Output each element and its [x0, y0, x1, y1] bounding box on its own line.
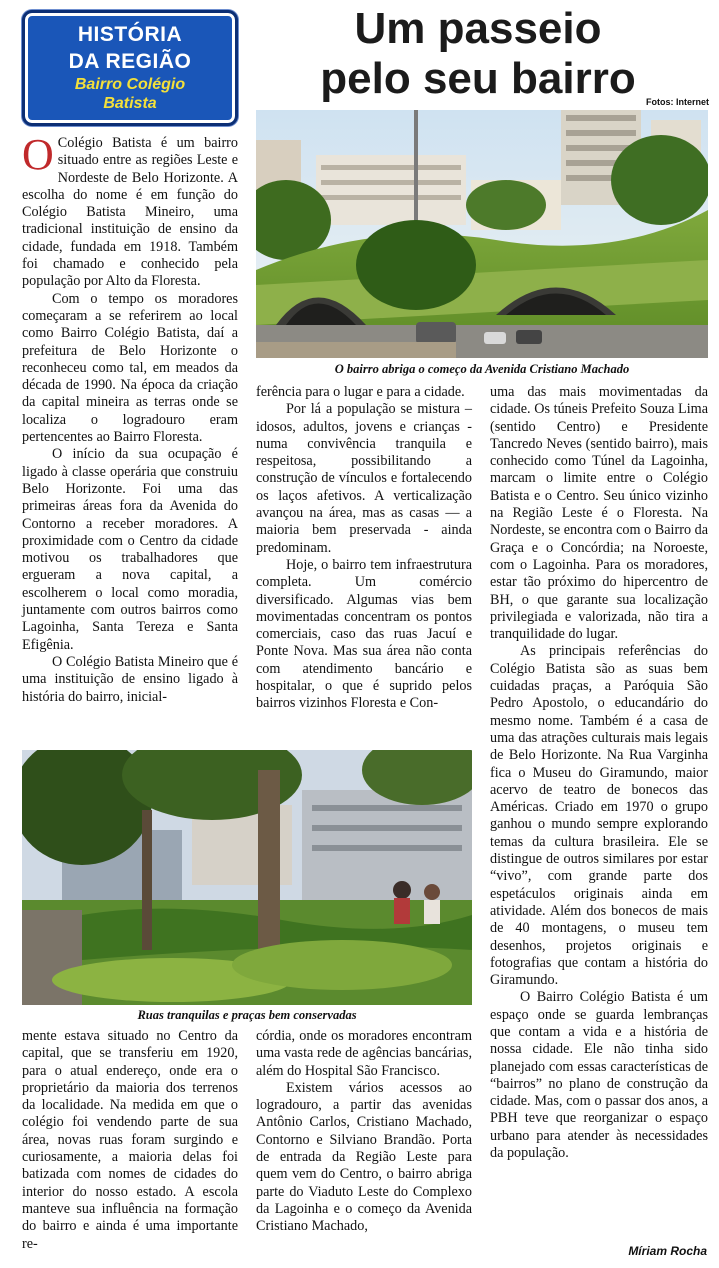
article-paragraph: Existem vários acessos ao logradouro, a partir das avenidas Antônio Carlos, Cristiano Machado, Contorno e Silviano Brandão. Porta de entrada da Região Leste para quem vem do Centro, o bairro abriga parte do Viaduto Leste do Complexo da Lagoinha e o começo da Avenida Cristiano Machado, — [256, 1079, 472, 1235]
article-column-2-bottom — [256, 1028, 472, 1236]
article-paragraph: uma das mais movimentadas da cidade. Os túneis Prefeito Souza Lima (sentido Centro) e Presidente Tancredo Neves (sentido bairro), mais conhecido como Túnel da Lagoinha, marcam o limite entre o Colégio Batista e o Centro. Seu único vizinho na Região Leste é o Floresta. Na Nordeste, se encontra com o Bairro da Graça e o Concórdia; na Noroeste, com o Lagoinha. Para os moradores, estar tão próximo do hipercentro de BH, o que garante sua localização privilegiada e valorizada, não tira a tranquilidade do lugar. — [490, 384, 708, 643]
tunnel-photo-caption: O bairro abriga o começo da Avenida Cristiano Machado — [334, 362, 630, 376]
sign-title-line1: HISTÓRIA — [77, 23, 183, 46]
tunnel-photo — [256, 110, 708, 358]
article-paragraph: Com o tempo os moradores começaram a se referirem ao local como Bairro Colégio Batista, daí a prefeitura de Belo Horizonte o reconheceu como tal, em meados da década de 1990. Na época da criação da capital mineira as terras onde se localiza o logradouro eram pertencentes ao Bairro Floresta. — [22, 290, 238, 446]
article-column-2-top — [256, 384, 472, 713]
tunnel-photo-illustration — [256, 110, 708, 358]
sign-subtitle-line1: Bairro Colégio — [74, 76, 186, 93]
sign-title-line2: DA REGIÃO — [68, 50, 192, 73]
article-paragraph: O Colégio Batista Mineiro que é uma instituição de ensino ligado à história do bairro, inicial- — [22, 653, 238, 705]
park-photo-illustration — [22, 750, 472, 1005]
article-paragraph: Por lá a população se mistura – idosos, adultos, jovens e crianças - numa convivência tranquila e respeitosa, possibilitando a construção de vínculos e fortalecendo os laços afetivos. A verticalização avançou na área, mas as casas — a maioria bem preservada - ainda predominam. — [256, 401, 472, 556]
photo-credit: Fotos: Internet — [646, 97, 709, 107]
article-column-1-bottom — [22, 1028, 238, 1253]
headline-line1: Um passeio — [354, 4, 602, 53]
article-paragraph: Hoje, o bairro tem infraestrutura completa. Um comércio diversificado. Algumas vias bem movimentadas concentram os pontos comerciais, caso das ruas Jacuí e Ponte Nova. Mas sua área não conta com atendimento bancário e hospitalar, o que é suprido pelos bairros vizinhos Floresta e Con- — [256, 556, 472, 712]
author-byline: Míriam Rocha — [628, 1244, 707, 1258]
park-photo-caption: Ruas tranquilas e praças bem conservadas — [137, 1008, 357, 1022]
history-region-sign — [22, 10, 238, 126]
article-paragraph: O início da sua ocupação é ligado à classe operária que construiu Belo Horizonte. Foi uma das primeiras áreas fora da Avenida do Contorno a receber moradores. A proximidade com o Centro da cidade motivou os trabalhadores que ergueram a nova capital, a escolherem o local como moradia, juntamente com outros bairros como Lagoinha, Santa Tereza e Santa Efigênia. — [22, 446, 238, 653]
article-column-1-top — [22, 130, 238, 706]
drop-cap: O — [22, 130, 54, 179]
article-paragraph: mente estava situado no Centro da capital, que se transferiu em 1920, para o atual endereço, onde era o proprietário da maioria dos terrenos da localidade. Na medida em que o colégio foi vendendo parte de sua área, novas ruas foram surgindo e curiosamente, a maioria delas foi batizada com nomes de cidades do interior do nosso estado. A escola manteve sua influência na formação do bairro e ainda é uma importante re- — [22, 1028, 238, 1252]
article-paragraph: As principais referências do Colégio Batista são as suas bem cuidadas praças, a Paróquia São Pedro Apostolo, o educandário do mesmo nome. Também é a casa de uma das atrações culturais mais legais de Belo Horizonte. Na Rua Varginha fica o Museu do Giramundo, maior acervo de teatro de bonecos das Américas. Criado em 1970 o grupo ganhou o mundo sempre explorando temas da cultura brasileira. Ele se distingue de outros similares por estar “vivo”, com grande parte dos espetáculos originais ainda em atividade. Além dos bonecos de mais de 40 montagens, o museu tem desenhos, projetos originais e fotografias que contam a história do Giramundo. — [490, 643, 708, 989]
park-photo — [22, 750, 472, 1005]
article-paragraph: córdia, onde os moradores encontram uma vasta rede de agências bancárias, além do Hospital São Francisco. — [256, 1028, 472, 1079]
headline — [258, 4, 698, 104]
article-column-3 — [490, 384, 708, 1162]
article-paragraph: ferência para o lugar e para a cidade. — [256, 384, 465, 400]
sign-subtitle-line2: Batista — [103, 95, 157, 112]
headline-line2: pelo seu bairro — [320, 54, 636, 103]
article-paragraph: O Bairro Colégio Batista é um espaço onde se guarda lembranças que contam a vida e a história de nossa cidade. Ele não tinha sido planejado com essas características de “bairros” no plano de construção da cidade. Mas, com o passar dos anos, a PBH teve que reorganizar o espaço urbano para atender às necessidades da população. — [490, 989, 708, 1162]
article-paragraph: O Colégio Batista é um bairro situado entre as regiões Leste e Nordeste de Belo Horizonte. A escolha do nome é em função do Colégio Batista Mineiro, uma tradicional instituição de ensino da cidade, fundada em 1918. Também foi chamado e conhecido pela população por Alto da Floresta. — [22, 130, 238, 290]
